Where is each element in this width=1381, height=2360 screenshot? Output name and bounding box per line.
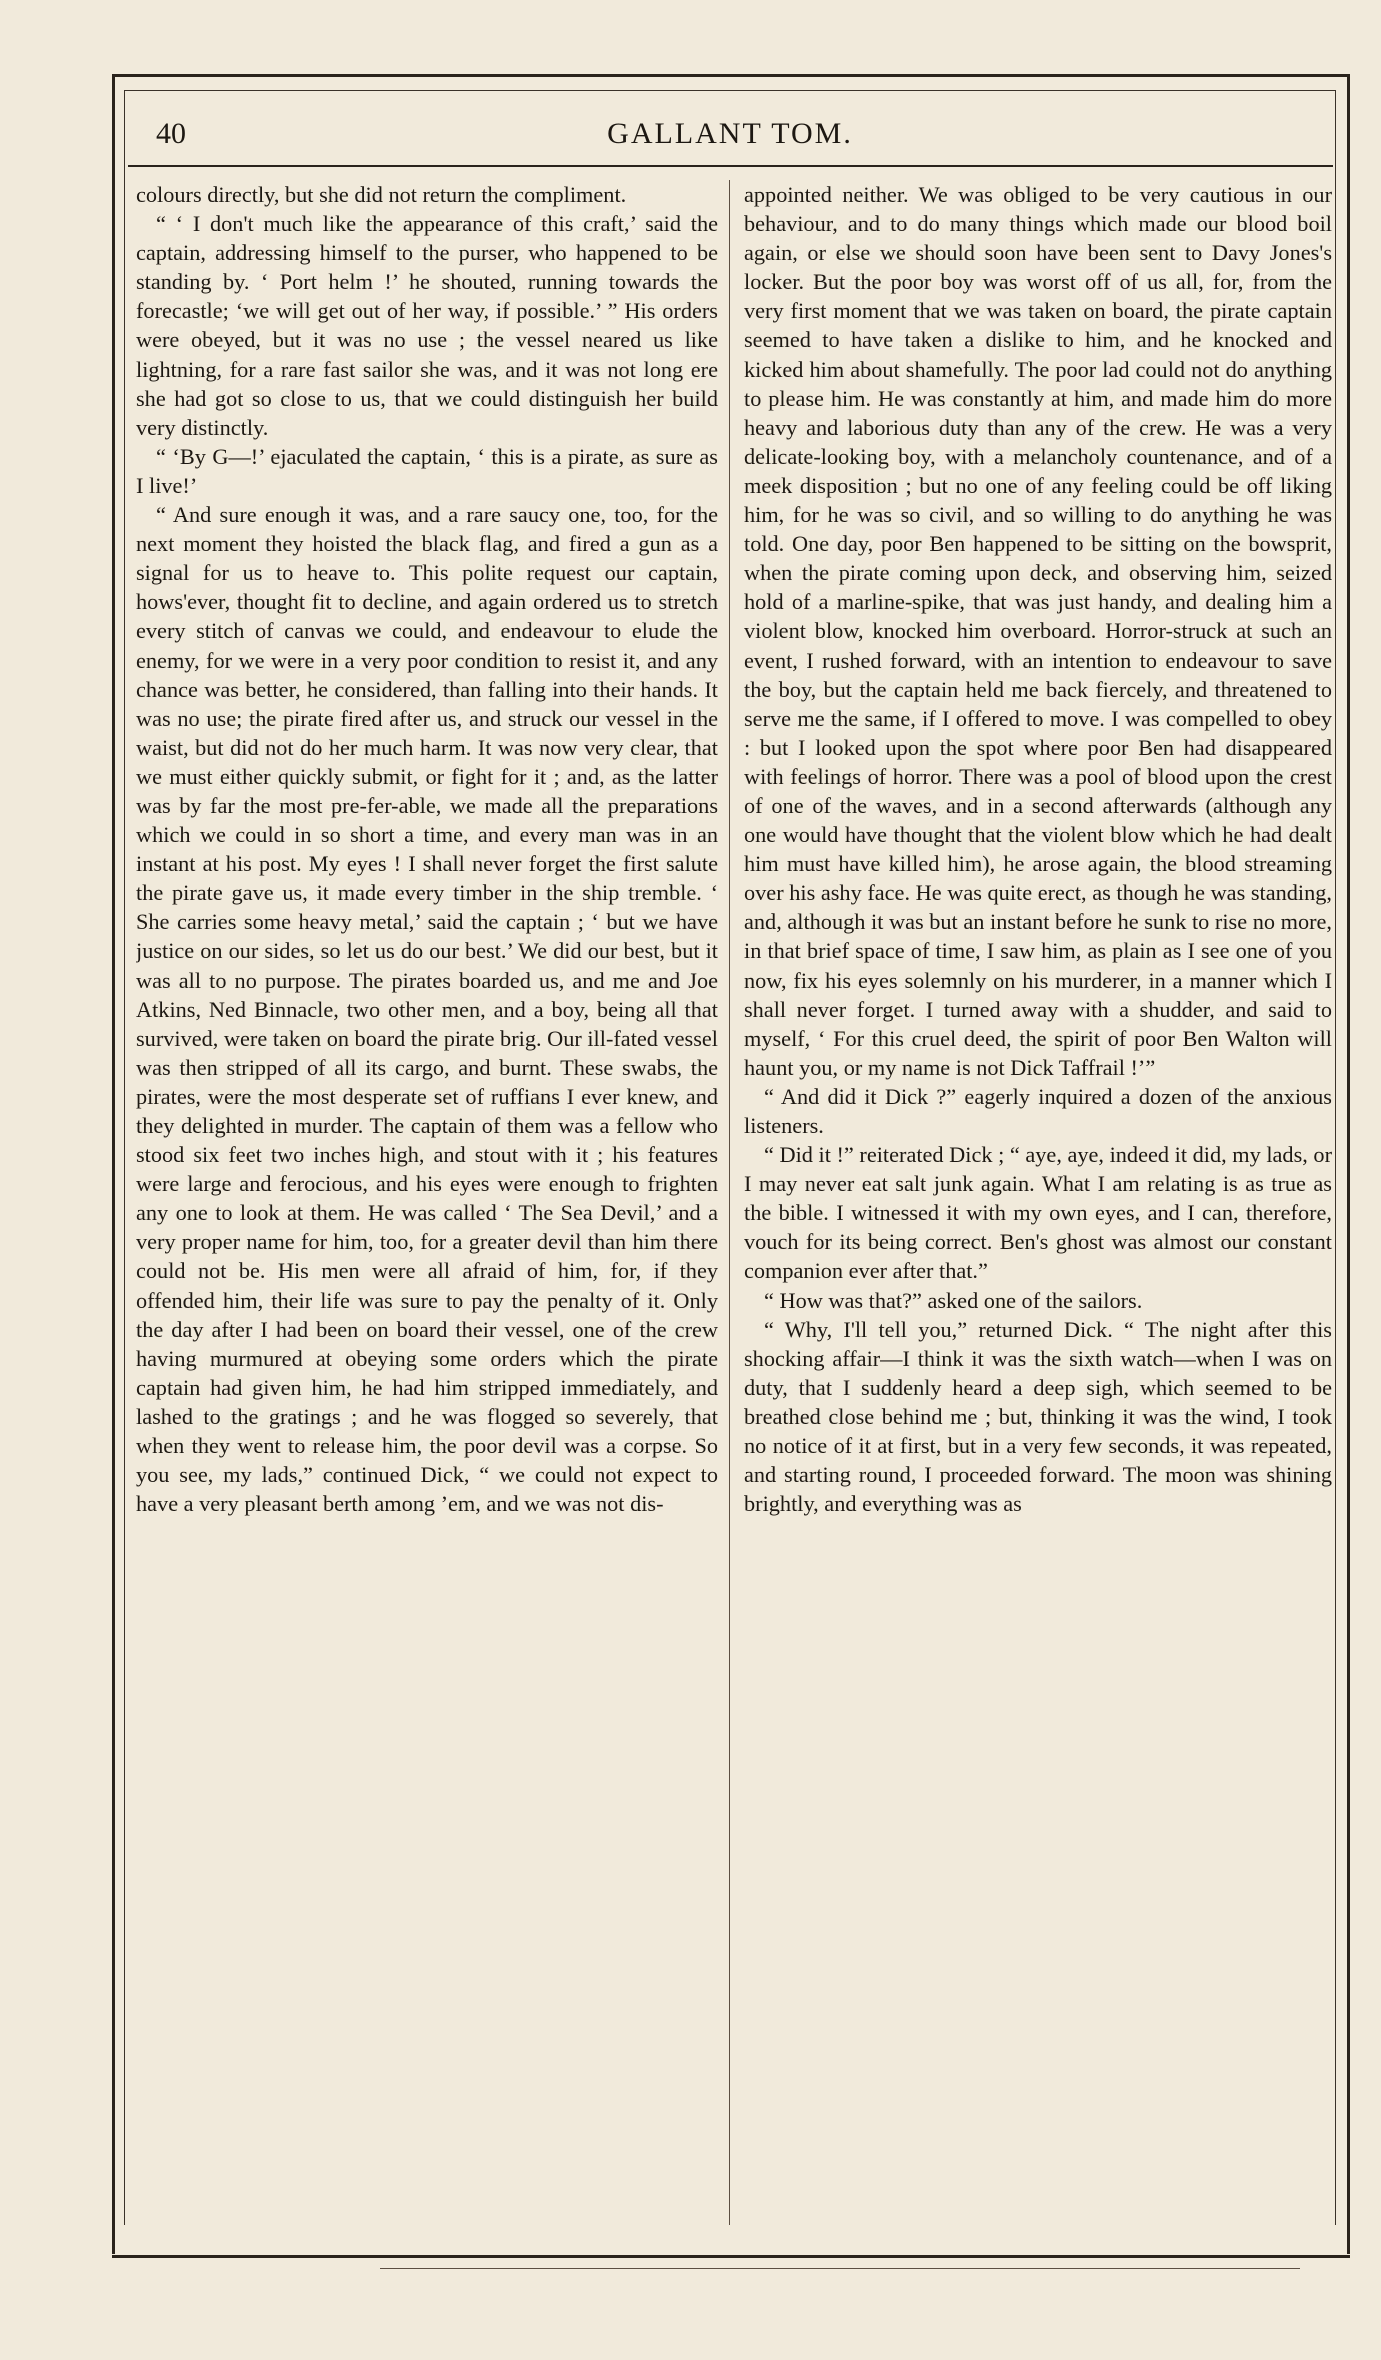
paragraph: “ Did it !” reiterated Dick ; “ aye, aye, indeed it did, my lads, or I may never eat salt junk again. What I am relating is as true as the bible. I witnessed it with my own eyes, and I can, therefore, vouch for its being correct. Ben's ghost was almost our constant companion ever after that.” <box>744 1142 1332 1284</box>
header-rule <box>128 165 1333 167</box>
paragraph: “ Why, I'll tell you,” returned Dick. “ The night after this shocking affair—I think it was the sixth watch—when I was on duty, that I suddenly heard a deep sigh, which seemed to be breathed close behind me ; but, thinking it was the wind, I took no notice of it at first, but in a very few seconds, it was repeated, and starting round, I proceeded forward. The moon was shining brightly, and everything was as <box>744 1316 1332 1517</box>
paragraph: “ How was that?” asked one of the sailors. <box>764 1287 1143 1313</box>
paragraph: appointed neither. We was obliged to be very cautious in our behaviour, and to do many things which made our blood boil again, or else we should soon have been sent to Davy Jones's locker. But the poor boy was worst off of us all, for, from the very first moment that we was taken on board, the pirate captain seemed to have taken a dislike to him, and he knocked and kicked him about shamefully. The poor lad could not do anything to please him. He was constantly at him, and made him do more heavy and laborious duty than any of the crew. He was a very delicate-looking boy, with a melancholy countenance, and of a meek disposition ; but no one of any feeling could be off liking him, for he was so civil, and so willing to do anything he was told. One day, poor Ben happened to be sitting on the bowsprit, when the pirate coming upon deck, and observing him, seized hold of a marline-spike, that was just handy, and dealing him a violent blow, knocked him overboard. Horror-struck at such an event, I rushed forward, with an intention to endeavour to save the boy, but the captain held me back fiercely, and threatened to serve me the same, if I offered to move. I was compelled to obey : but I looked upon the spot where poor Ben had disappeared with feelings of horror. There was a pool of blood upon the crest of one of the waves, and in a second afterwards (although any one would have thought that the violent blow which he had dealt him must have killed him), he arose again, the blood streaming over his ashy face. He was quite erect, as though he was standing, and, although it was but an instant before he sunk to rise no more, in that brief space of time, I saw him, as plain as I see one of you now, fix his eyes solemnly on his murderer, in a manner which I shall never forget. I turned away with a shudder, and said to myself, ‘ For this cruel deed, the spirit of poor Ben Walton will haunt you, or my name is not Dick Taffrail !’” <box>744 182 1332 1080</box>
bottom-rule <box>112 2255 1350 2258</box>
column-divider <box>729 180 730 2225</box>
right-column <box>744 180 1332 2225</box>
page-header <box>140 105 1320 165</box>
bottom-rule-thin <box>380 2268 1300 2269</box>
paragraph: colours directly, but she did not return the compliment. <box>136 182 627 207</box>
paragraph: “ ‘By G—!’ ejaculated the captain, ‘ this is a pirate, as sure as I live!’ <box>136 443 718 498</box>
paragraph: “ And sure enough it was, and a rare saucy one, too, for the next moment they hoisted the black flag, and fired a gun as a signal for us to heave to. This polite request our captain, hows'ever, thought fit to decline, and again ordered us to stretch every stitch of canvas we could, and endeavour to elude the enemy, for we were in a very poor condition to resist it, and any chance was better, he considered, than falling into their hands. It was no use; the pirate fired after us, and struck our vessel in the waist, but did not do her much harm. It was now very clear, that we must either quickly submit, or fight for it ; and, as the latter was by far the most pre-fer-able, we made all the preparations which we could in so short a time, and every man was in an instant at his post. My eyes ! I shall never forget the first salute the pirate gave us, it made every timber in the ship tremble. ‘ She carries some heavy metal,’ said the captain ; ‘ but we have justice on our sides, so let us do our best.’ We did our best, but it was all to no purpose. The pirates boarded us, and me and Joe Atkins, Ned Binnacle, two other men, and a boy, being all that survived, were taken on board the pirate brig. Our ill-fated vessel was then stripped of all its cargo, and burnt. These swabs, the pirates, were the most desperate set of ruffians I ever knew, and they delighted in murder. The captain of them was a fellow who stood six feet two inches high, and stout with it ; his features were large and ferocious, and his eyes were enough to frighten any one to look at them. He was called ‘ The Sea Devil,’ and a very proper name for him, too, for a greater devil than him there could not be. His men were all afraid of him, for, if they offended him, their life was sure to pay the penalty of it. Only the day after I had been on board their vessel, one of the crew having murmured at obeying some orders which the pirate captain had given him, he had him stripped immediately, and lashed to the gratings ; and he was flogged so severely, that when they went to release him, the poor devil was a corpse. So you see, my lads,” continued Dick, “ we could not expect to have a very pleasant berth among ’em, and we was not dis- <box>136 502 718 1517</box>
left-column <box>136 180 718 2225</box>
page-number: 40 <box>156 117 186 150</box>
paragraph: “ And did it Dick ?” eagerly inquired a dozen of the anxious listeners. <box>744 1083 1332 1138</box>
paragraph: “ ‘ I don't much like the appearance of this craft,’ said the captain, addressing himself to the purser, who happened to be standing by. ‘ Port helm !’ he shouted, running towards the forecastle; ‘we will get out of her way, if possible.’ ” His orders were obeyed, but it was no use ; the vessel neared us like lightning, for a rare fast sailor she was, and it was not long ere she had got so close to us, that we could distinguish her build very distinctly. <box>136 211 718 440</box>
running-title: GALLANT TOM. <box>607 117 853 150</box>
